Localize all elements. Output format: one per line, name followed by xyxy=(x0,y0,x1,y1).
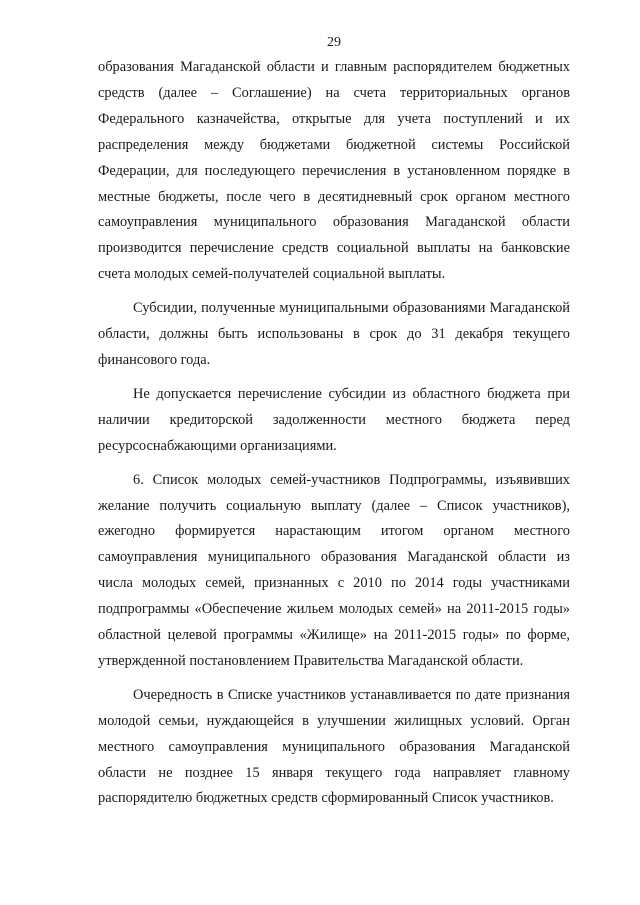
paragraph-continuation: образования Магаданской области и главным распорядителем бюджетных средств (далее – Соглашение) на счета территориальных органов Федерального казначейства, открытые для учета поступлений и их распределения между бюджетами бюджетной системы Российской Федерации, для последующего перечисления в установленном порядке в местные бюджеты, после чего в десятидневный срок органом местного самоуправления муниципального образования Магаданской области производится перечисление средств социальной выплаты на банковские счета молодых семей-получателей социальной выплаты. xyxy=(98,59,570,283)
paragraph-queue-order: Очередность в Списке участников устанавливается по дате признания молодой семьи, нуждающейся в улучшении жилищных условий. Орган местного самоуправления муниципального образования Магаданской области не позднее 15 января текущего года направляет главному распорядителю бюджетных средств сформированный Список участников. xyxy=(98,686,570,807)
page-number: 29 xyxy=(327,35,341,50)
document-body xyxy=(98,55,570,812)
paragraph-subsidies: Субсидии, полученные муниципальными образованиями Магаданской области, должны быть использованы в срок до 31 декабря текущего финансового года. xyxy=(98,300,570,368)
paragraph-participants-list: 6. Список молодых семей-участников Подпрограммы, изъявивших желание получить социальную выплату (далее – Список участников), ежегодно формируется нарастающим итогом органом местного самоуправления муниципального образования Магаданской области из числа молодых семей, признанных с 2010 по 2014 годы участниками подпрограммы «Обеспечение жильем молодых семей» на 2011-2015 годы» областной целевой программы «Жилище» на 2011-2015 годы» по форме, утвержденной постановлением Правительства Магаданской области. xyxy=(98,471,570,669)
paragraph-transfer-restriction: Не допускается перечисление субсидии из областного бюджета при наличии кредиторской задолженности местного бюджета перед ресурсоснабжающими организациями. xyxy=(98,385,570,454)
